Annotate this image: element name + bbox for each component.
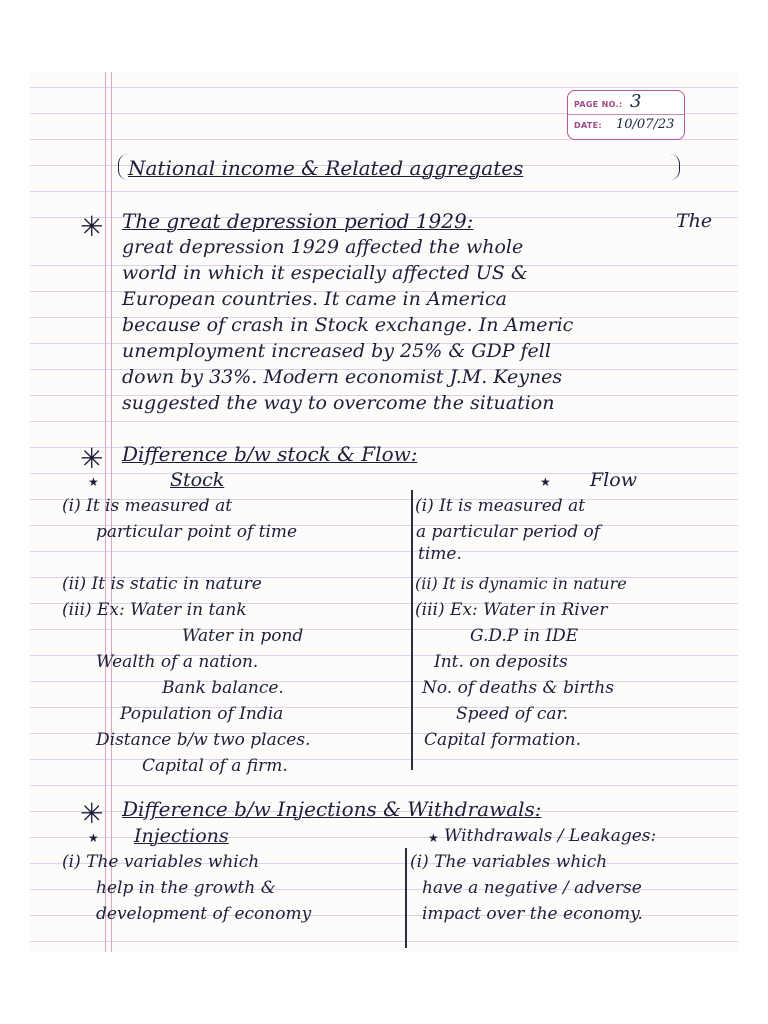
column-divider — [411, 490, 413, 770]
withdrawals-row: have a negative / adverse — [422, 878, 642, 898]
depression-line: great depression 1929 affected the whole — [122, 236, 524, 258]
injections-row: help in the growth & — [96, 878, 276, 898]
depression-line: unemployment increased by 25% & GDP fell — [122, 340, 551, 362]
flow-row: (iii) Ex: Water in River — [415, 600, 608, 620]
injections-column-heading: Injections — [134, 825, 229, 847]
page-number-box — [567, 90, 685, 140]
flow-row: No. of deaths & births — [422, 678, 615, 698]
depression-line: down by 33%. Modern economist J.M. Keynes — [122, 366, 563, 388]
star-bullet: ★ — [88, 475, 99, 489]
page-no-label: PAGE NO.: — [574, 100, 623, 109]
injections-row: development of economy — [96, 904, 312, 924]
stock-row: Water in pond — [182, 626, 304, 646]
stock-column-heading: Stock — [170, 469, 225, 491]
stock-row: Bank balance. — [162, 678, 284, 698]
flow-row: G.D.P in IDE — [470, 626, 579, 646]
star-bullet: ★ — [88, 831, 99, 845]
asterisk-bullet: ✳ — [80, 797, 104, 830]
flow-row: Speed of car. — [456, 704, 569, 724]
date-value: 10/07/23 — [616, 117, 675, 132]
flow-row: (ii) It is dynamic in nature — [415, 574, 627, 593]
stock-row: Capital of a firm. — [142, 756, 288, 776]
star-bullet: ★ — [540, 475, 551, 489]
asterisk-bullet: ✳ — [80, 442, 104, 475]
withdrawals-row: (i) The variables which — [410, 852, 608, 872]
stock-row: (i) It is measured at — [62, 496, 233, 516]
injections-heading: Difference b/w Injections & Withdrawals: — [122, 797, 542, 821]
depression-line: suggested the way to overcome the situation — [122, 392, 555, 414]
flow-column-heading: Flow — [590, 469, 637, 491]
flow-row: Capital formation. — [424, 730, 582, 750]
stock-row: Population of India — [120, 704, 284, 724]
stock-flow-heading: Difference b/w stock & Flow: — [122, 442, 418, 466]
stock-row: particular point of time — [96, 522, 298, 542]
page-number: 3 — [630, 91, 642, 112]
depression-line: European countries. It came in America — [122, 288, 507, 310]
depression-line: The — [676, 210, 713, 232]
flow-row: time. — [418, 544, 462, 564]
flow-row: Int. on deposits — [434, 652, 568, 672]
withdrawals-row: impact over the economy. — [422, 904, 643, 924]
depression-heading: The great depression period 1929: — [122, 209, 474, 233]
stock-row: Distance b/w two places. — [96, 730, 311, 750]
withdrawals-column-heading: Withdrawals / Leakages: — [444, 826, 657, 846]
notebook-page — [30, 72, 738, 952]
depression-line: because of crash in Stock exchange. In Americ — [122, 314, 574, 336]
flow-row: (i) It is measured at — [415, 496, 586, 516]
date-label: DATE: — [574, 121, 602, 130]
divider — [568, 114, 684, 115]
depression-line: world in which it especially affected US & — [122, 262, 528, 284]
flow-row: a particular period of — [416, 522, 601, 542]
asterisk-bullet: ✳ — [80, 210, 104, 243]
star-bullet: ★ — [428, 831, 439, 845]
column-divider — [405, 848, 407, 948]
page-title: National income & Related aggregates — [128, 156, 524, 180]
injections-row: (i) The variables which — [62, 852, 260, 872]
stock-row: (ii) It is static in nature — [62, 574, 262, 594]
stock-row: Wealth of a nation. — [96, 652, 259, 672]
stock-row: (iii) Ex: Water in tank — [62, 600, 247, 620]
